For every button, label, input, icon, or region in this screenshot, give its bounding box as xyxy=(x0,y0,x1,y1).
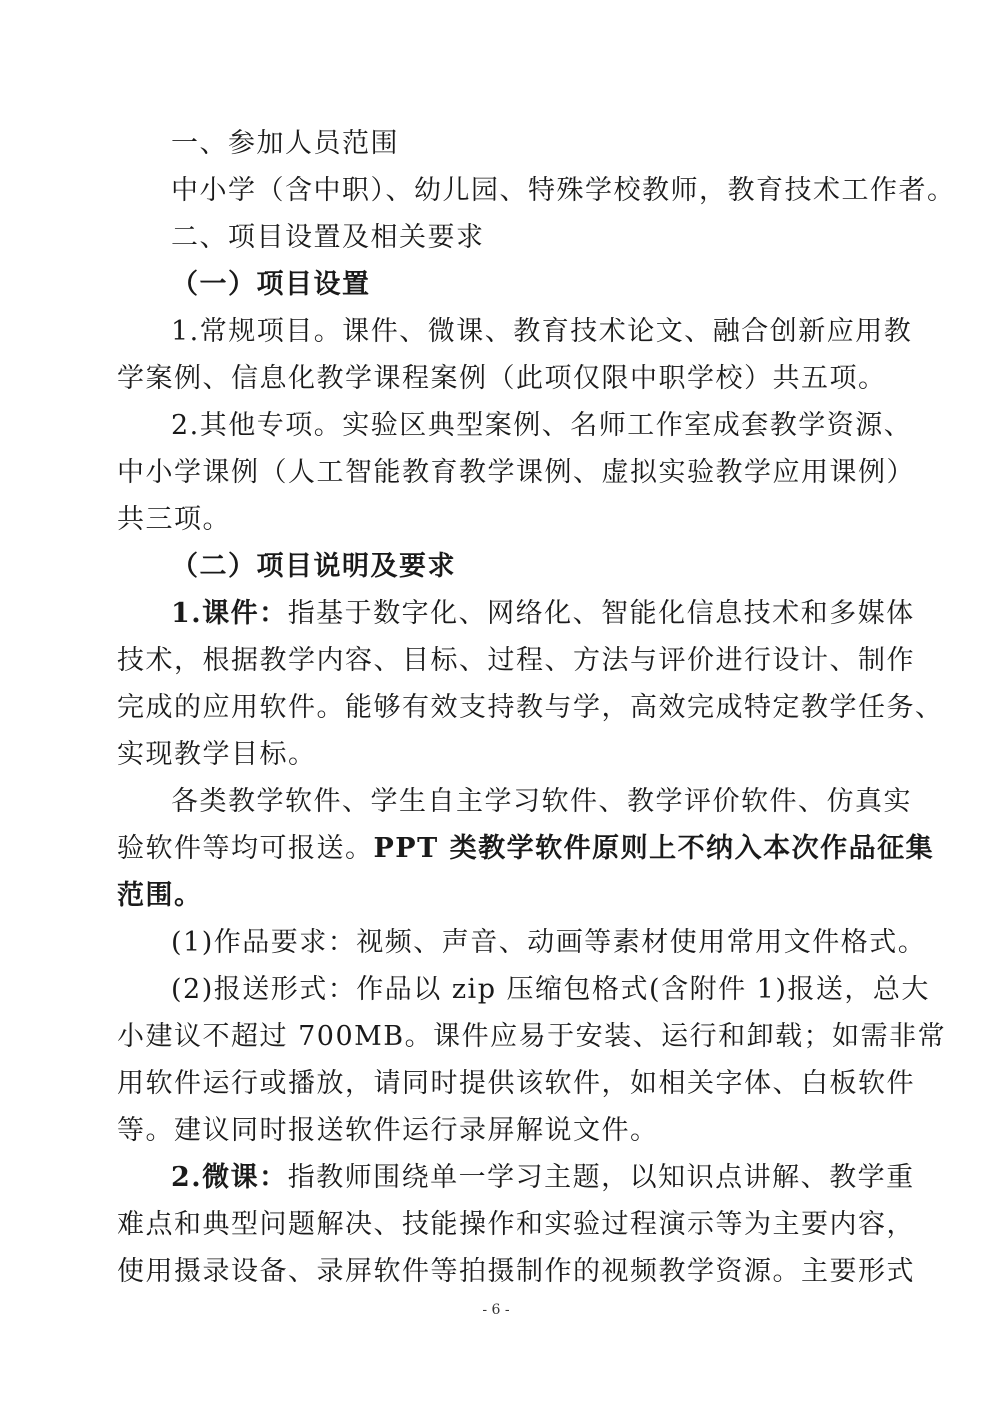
paragraph-line: (1)作品要求：视频、声音、动画等素材使用常用文件格式。 xyxy=(171,927,927,958)
subheading-project-requirements: （二）项目说明及要求 xyxy=(171,551,456,582)
paragraph-line: 技术，根据教学内容、目标、过程、方法与评价进行设计、制作 xyxy=(117,645,915,676)
paragraph-line: 完成的应用软件。能够有效支持教与学，高效完成特定教学任务、 xyxy=(117,692,944,723)
paragraph-line: 2.其他专项。实验区典型案例、名师工作室成套教学资源、 xyxy=(171,410,913,441)
paragraph-line: 用软件运行或播放，请同时提供该软件，如相关字体、白板软件 xyxy=(117,1068,915,1099)
emphasis-line: 范围。 xyxy=(117,880,203,911)
paragraph-line: (2)报送形式：作品以 zip 压缩包格式(含附件 1)报送，总大 xyxy=(171,974,930,1005)
document-body xyxy=(117,120,956,1295)
heading-participants: 一、参加人员范围 xyxy=(171,128,399,159)
heading-project-settings: 二、项目设置及相关要求 xyxy=(171,222,485,253)
paragraph-line: 实现教学目标。 xyxy=(117,739,317,770)
paragraph-line: 中小学课例（人工智能教育教学课例、虚拟实验教学应用课例） xyxy=(117,457,915,488)
paragraph-line xyxy=(117,825,935,872)
plain-text: 验软件等均可报送。 xyxy=(117,833,374,864)
paragraph-line: 难点和典型问题解决、技能操作和实验过程演示等为主要内容， xyxy=(117,1209,915,1240)
definition-text: 指教师围绕单一学习主题，以知识点讲解、教学重 xyxy=(287,1162,915,1193)
paragraph-line: 1.常规项目。课件、微课、教育技术论文、融合创新应用教 xyxy=(171,316,913,347)
paragraph-line: 等。建议同时报送软件运行录屏解说文件。 xyxy=(117,1115,659,1146)
paragraph-line: 共三项。 xyxy=(117,504,231,535)
paragraph-line: 小建议不超过 700MB。课件应易于安装、运行和卸载；如需非常 xyxy=(117,1021,947,1052)
paragraph-line xyxy=(117,590,915,637)
subheading-project-setup: （一）项目设置 xyxy=(171,269,371,300)
paragraph-line: 中小学（含中职）、幼儿园、特殊学校教师，教育技术工作者。 xyxy=(171,175,956,206)
paragraph-line: 各类教学软件、学生自主学习软件、教学评价软件、仿真实 xyxy=(171,786,912,817)
term-microlecture: 2.微课： xyxy=(171,1162,288,1193)
definition-text: 指基于数字化、网络化、智能化信息技术和多媒体 xyxy=(287,598,915,629)
page-number: - 6 - xyxy=(482,1302,510,1318)
paragraph-line xyxy=(117,1154,915,1201)
emphasis-text: PPT 类教学软件原则上不纳入本次作品征集 xyxy=(373,833,935,864)
paragraph-line: 学案例、信息化教学课程案例（此项仅限中职学校）共五项。 xyxy=(117,363,887,394)
paragraph-line: 使用摄录设备、录屏软件等拍摄制作的视频教学资源。主要形式 xyxy=(117,1256,915,1287)
term-courseware: 1.课件： xyxy=(171,598,288,629)
